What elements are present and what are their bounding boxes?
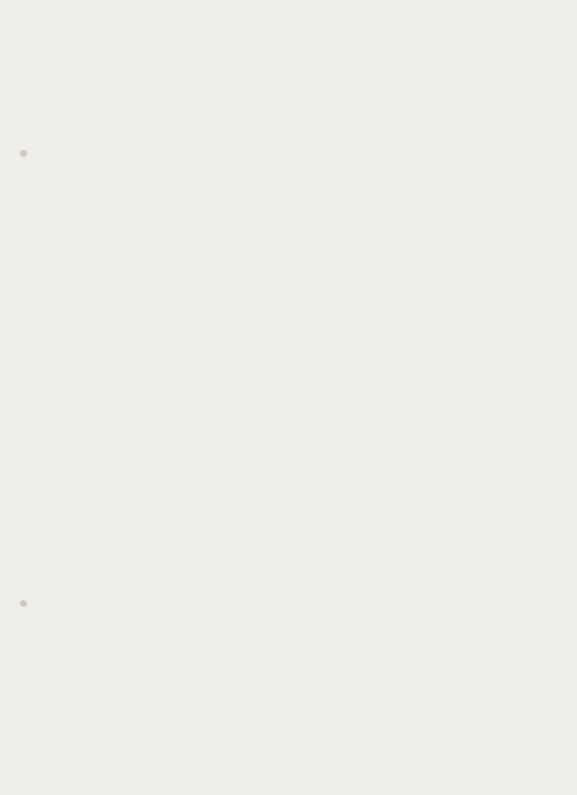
page-title <box>450 236 470 270</box>
binding-hole <box>20 150 27 157</box>
binding-hole <box>20 600 27 607</box>
